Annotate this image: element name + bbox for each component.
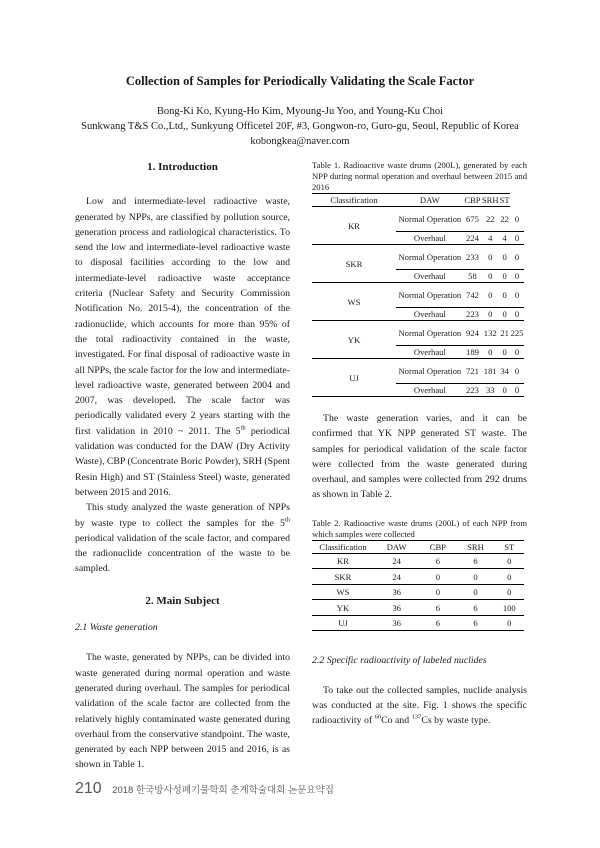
right-column bbox=[312, 160, 527, 728]
table1-value-cell: 675 bbox=[464, 207, 482, 232]
table1-value-cell: 721 bbox=[464, 359, 482, 384]
table1-value-cell: 189 bbox=[464, 346, 482, 359]
table1-value-cell: 223 bbox=[464, 308, 482, 321]
table1-value-cell: 4 bbox=[499, 232, 510, 245]
table2-value-cell: 0 bbox=[495, 553, 524, 569]
table2-value-cell: 36 bbox=[374, 615, 419, 631]
section-heading-introduction: 1. Introduction bbox=[147, 161, 218, 173]
table1-header-cell: DAW bbox=[396, 194, 464, 207]
table1-plant-cell: KR bbox=[312, 207, 396, 245]
affiliation: Sunkwang T&S Co.,Ltd,, Sunkyung Officetel 20F, #3, Gongwon-ro, Guro-gu, Seoul, Republic of Korea bbox=[81, 121, 519, 132]
table1-value-cell: 58 bbox=[464, 270, 482, 283]
table-row bbox=[312, 245, 524, 270]
table1-value-cell: 0 bbox=[481, 245, 499, 270]
table-row bbox=[312, 321, 524, 346]
table2-value-cell: 24 bbox=[374, 553, 419, 569]
table1-value-cell: 224 bbox=[464, 232, 482, 245]
table1-type-cell: Overhaul bbox=[396, 346, 464, 359]
table-row bbox=[312, 600, 524, 616]
table2-header-cell: CBP bbox=[419, 540, 456, 553]
table1-value-cell: 0 bbox=[510, 207, 524, 232]
table1-type-cell: Overhaul bbox=[396, 384, 464, 397]
table1-value-cell: 0 bbox=[510, 245, 524, 270]
table1-value-cell: 0 bbox=[481, 283, 499, 308]
table-row bbox=[312, 569, 524, 585]
table-row bbox=[312, 615, 524, 631]
table2-value-cell: 100 bbox=[495, 600, 524, 616]
table1-header-cell: SRH bbox=[481, 195, 499, 205]
table2-value-cell: 6 bbox=[419, 600, 456, 616]
table2-value-cell: 6 bbox=[456, 615, 494, 631]
table1-value-cell: 0 bbox=[499, 283, 510, 308]
table1-type-cell: Normal Operation bbox=[396, 321, 464, 346]
table1-type-cell: Normal Operation bbox=[396, 359, 464, 384]
footer-text: 2018 한국방사성폐기물학회 춘계학술대회 논문요약집 bbox=[112, 785, 334, 796]
table1-value-cell: 181 bbox=[481, 359, 499, 384]
table1-value-cell: 21 bbox=[499, 321, 510, 346]
table2-value-cell: 0 bbox=[495, 584, 524, 600]
table1-header-cell: ST bbox=[499, 195, 510, 205]
intro-paragraph-1: Low and intermediate-level radioactive waste, generated by NPPs, are classified by pollution source, generation process and radiological characteristics. To send the low and intermediate-level radioactive waste to disposal facilities according to the low and intermediate-level radioactive waste acceptance criteria (Nuclear Safety and Security Commission Notification No. 2015-4), the concentration of the radionuclide, which accounts for more than 95% of the total radioactivity contained in the waste, investigated. For final disposal of radioactive waste in all NPPs, the scale factor for the low and intermediate-level radioactive waste, generated between 2004 and 2007, was developed. The scale factor was periodically validated every 2 years starting with the first validation in 2010 ~ 2011. The 5th periodical validation was conducted for the DAW (Dry Activity Waste), CBP (Concentrate Boric Powder), SRH (Spent Resin High) and ST (Stainless Steel) waste, generated between 2015 and 2016. bbox=[75, 196, 291, 498]
table2-header-cell: Classification bbox=[312, 540, 374, 553]
table1-value-cell: 0 bbox=[499, 346, 510, 359]
table1-plant-cell: YK bbox=[312, 321, 396, 359]
table2-value-cell: 0 bbox=[495, 615, 524, 631]
table2-plant-cell: YK bbox=[312, 600, 374, 616]
table1-header-cell: CBP bbox=[464, 195, 481, 205]
table2 bbox=[312, 540, 524, 632]
author-block bbox=[0, 104, 600, 149]
table2-caption: Table 2. Radioactive waste drums (200L) of each NPP from which samples were collected bbox=[312, 517, 527, 539]
email: kobongkea@naver.com bbox=[250, 136, 350, 147]
table2-value-cell: 0 bbox=[456, 569, 494, 585]
table2-value-cell: 36 bbox=[374, 600, 419, 616]
table1-header-cell: Classification bbox=[312, 194, 396, 207]
page-number: 210 bbox=[75, 780, 102, 797]
table-row bbox=[312, 207, 524, 232]
table1-value-cell: 225 bbox=[510, 321, 524, 346]
table1 bbox=[312, 193, 524, 397]
table1-type-cell: Normal Operation bbox=[396, 283, 464, 308]
authors: Bong-Ki Ko, Kyung-Ho Kim, Myoung-Ju Yoo, and Young-Ku Choi bbox=[156, 106, 444, 117]
waste-variation-paragraph: The waste generation varies, and it can be confirmed that YK NPP generated ST waste. The samples for periodical validation of the scale factor were collected from the waste generated during overhaul, and samples were collected from 292 drums as shown in Table 2. bbox=[312, 413, 527, 501]
table1-type-cell: Overhaul bbox=[396, 308, 464, 321]
table1-value-cell: 0 bbox=[510, 359, 524, 384]
section-heading-main-subject: 2. Main Subject bbox=[145, 594, 220, 607]
table2-plant-cell: SKR bbox=[312, 569, 374, 585]
table1-value-cell: 0 bbox=[499, 245, 510, 270]
specific-radioactivity-paragraph: To take out the collected samples, nuclide analysis was conducted at the site. Fig. 1 shows the specific radioactivity of $^{60}$Co and $^{137}$Cs by waste type. bbox=[312, 684, 527, 727]
subsection-heading-specific-radioactivity: 2.2 Specific radioactivity of labeled nuclides bbox=[312, 655, 487, 667]
table2-value-cell: 24 bbox=[374, 569, 419, 585]
table1-value-cell: 22 bbox=[481, 207, 499, 232]
table2-value-cell: 6 bbox=[419, 615, 456, 631]
table1-value-cell: 132 bbox=[481, 321, 499, 346]
table2-plant-cell: KR bbox=[312, 553, 374, 569]
table2-value-cell: 0 bbox=[419, 569, 456, 585]
table1-header-row bbox=[312, 194, 524, 207]
table2-value-cell: 6 bbox=[456, 553, 494, 569]
table1-value-cell: 0 bbox=[510, 270, 524, 283]
table1-value-cell: 0 bbox=[499, 308, 510, 321]
table2-value-cell: 6 bbox=[456, 600, 494, 616]
table1-plant-cell: UJ bbox=[312, 359, 396, 397]
left-column bbox=[75, 160, 290, 773]
paper-title: Collection of Samples for Periodically Validating the Scale Factor bbox=[125, 74, 475, 88]
table2-header-cell: ST bbox=[495, 540, 524, 553]
table1-plant-cell: SKR bbox=[312, 245, 396, 283]
table2-value-cell: 0 bbox=[495, 569, 524, 585]
table1-value-cell: 34 bbox=[499, 359, 510, 384]
table1-value-cell: 233 bbox=[464, 245, 482, 270]
subsection-heading-waste-generation: 2.1 Waste generation bbox=[75, 622, 158, 634]
table2-plant-cell: UJ bbox=[312, 615, 374, 631]
table2-value-cell: 36 bbox=[374, 584, 419, 600]
table-row bbox=[312, 283, 524, 308]
table1-type-cell: Overhaul bbox=[396, 270, 464, 283]
table1-value-cell: 0 bbox=[481, 346, 499, 359]
table1-caption: Table 1. Radioactive waste drums (200L), generated by each NPP during normal operation and overhaul between 2015 and 2016 bbox=[312, 160, 527, 192]
table1-value-cell: 0 bbox=[510, 346, 524, 359]
table1-value-cell: 0 bbox=[510, 283, 524, 308]
table1-plant-cell: WS bbox=[312, 283, 396, 321]
table1-value-cell: 33 bbox=[481, 384, 499, 397]
table2-value-cell: 6 bbox=[419, 553, 456, 569]
table1-value-cell: 0 bbox=[499, 270, 510, 283]
table1-value-cell: 0 bbox=[510, 384, 524, 397]
intro-paragraph-2: This study analyzed the waste generation of NPPs by waste type to collect the samples for the 5th periodical validation of the scale factor, and compared the radionuclide concentration of the waste to be sampled. bbox=[75, 502, 290, 575]
page-footer bbox=[75, 780, 334, 798]
table1-value-cell: 0 bbox=[510, 232, 524, 245]
table2-value-cell: 0 bbox=[419, 584, 456, 600]
table1-type-cell: Normal Operation bbox=[396, 207, 464, 232]
table1-value-cell: 0 bbox=[481, 308, 499, 321]
table1-value-cell: 0 bbox=[510, 308, 524, 321]
table2-header-cell: SRH bbox=[456, 540, 494, 553]
table1-type-cell: Overhaul bbox=[396, 232, 464, 245]
table2-header-row bbox=[312, 540, 524, 553]
waste-generation-paragraph: The waste, generated by NPPs, can be divided into waste generated during normal operation and waste generated during overhaul. The samples for periodical validation of the scale factor are collected from the relatively highly contaminated waste generated during overhaul from the conservative standpoint. The waste, generated by each NPP between 2015 and 2016, is as shown in Table 1. bbox=[75, 652, 290, 771]
table2-plant-cell: WS bbox=[312, 584, 374, 600]
table1-value-cell: 742 bbox=[464, 283, 482, 308]
table2-header-cell: DAW bbox=[374, 540, 419, 553]
table2-value-cell: 0 bbox=[456, 584, 494, 600]
table1-type-cell: Normal Operation bbox=[396, 245, 464, 270]
table1-value-cell: 924 bbox=[464, 321, 482, 346]
table-row bbox=[312, 553, 524, 569]
table-row bbox=[312, 359, 524, 384]
table1-value-cell: 0 bbox=[481, 270, 499, 283]
table-row bbox=[312, 584, 524, 600]
table1-value-cell: 223 bbox=[464, 384, 482, 397]
table1-value-cell: 0 bbox=[499, 384, 510, 397]
table1-value-cell: 22 bbox=[499, 207, 510, 232]
table1-value-cell: 4 bbox=[481, 232, 499, 245]
